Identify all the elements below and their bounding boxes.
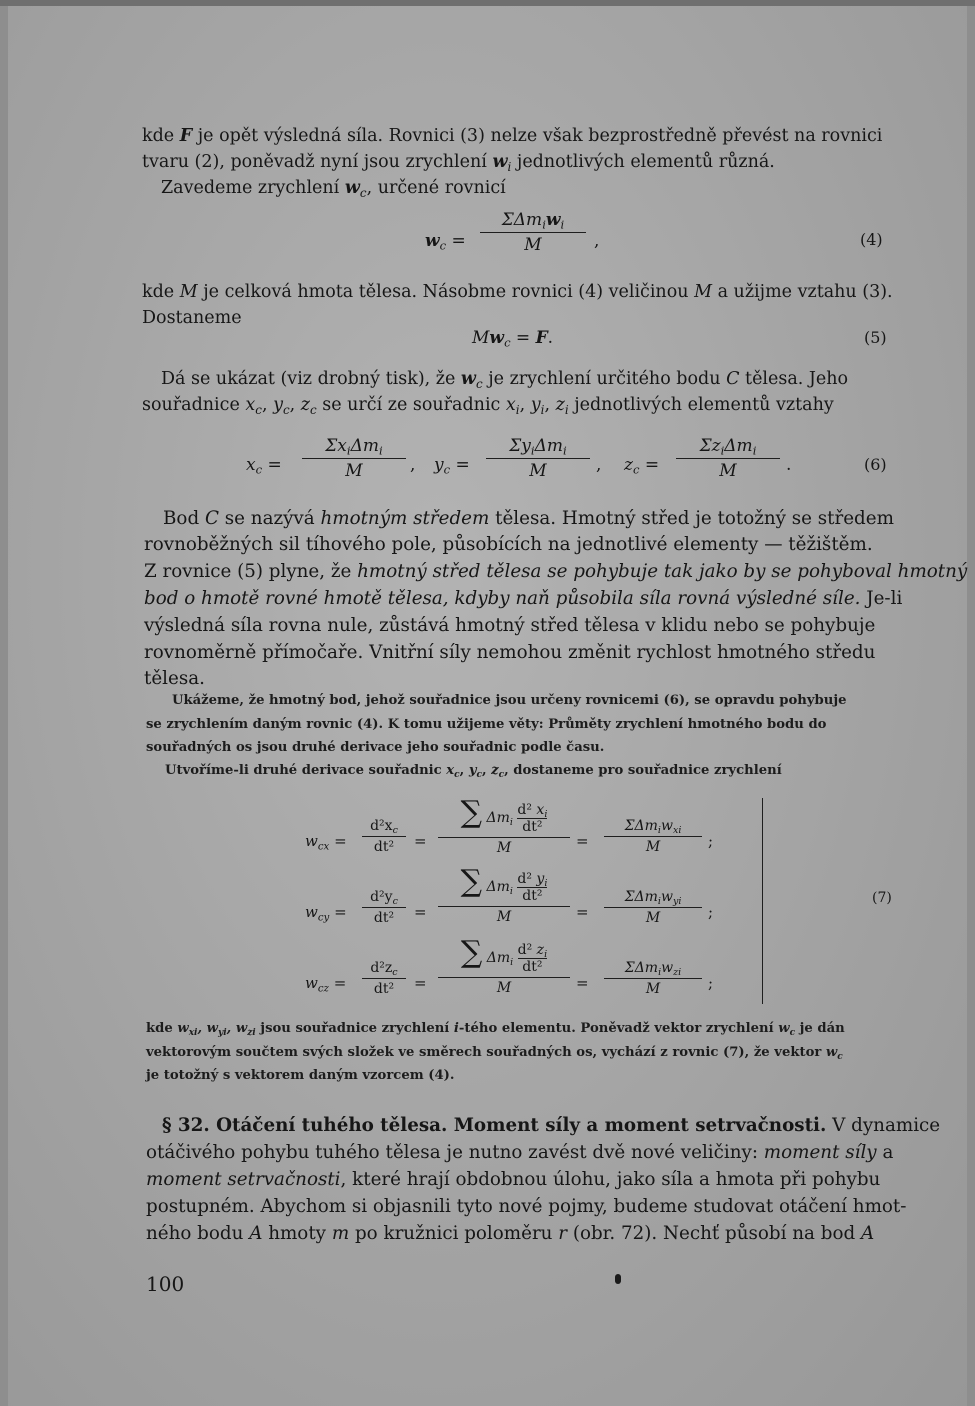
small1-line2: se zrychlením daným rovnic (4). K tomu užijeme věty: Průměty zrychlení hmotného bodu do (146, 717, 827, 732)
section32-line5: ného bodu A hmoty m po kružnici poloměru r (obr. 72). Nechť působí na bod A (146, 1223, 875, 1244)
eq6-z-fraction: $\Sigma z_i\Delta m_i$ M (676, 436, 780, 481)
eq7-row-z-deriv: $d^2z_c$ dt² (362, 960, 406, 997)
para1-line2: tvaru (2), poněvadž nyní jsou zrychlení $w_i$ jednotlivých elementů různá. (142, 152, 775, 174)
eq4-number: (4) (860, 230, 883, 249)
eq6-y-fraction: $\Sigma y_i\Delta m_i$ M (486, 436, 590, 481)
eq6-y-lhs: $y_c$ = (434, 455, 470, 477)
eq5: $Mw_c = F$. (472, 328, 554, 350)
eq7-row-x-eq2: = (414, 832, 427, 850)
para4-line1: Bod C se nazývá hmotným středem tělesa. Hmotný střed je totožný se středem (163, 508, 894, 529)
eq7-row-x-semi: ; (708, 832, 714, 850)
para4-line6: rovnoměrně přímočaře. Vnitřní síly nemohou změnit rychlost hmotného středu (144, 642, 876, 663)
eq7-row-y-sum: ∑ $\Delta m_i$ $\frac{d^2 y_i}{\text{dt²}}$ M (438, 867, 570, 925)
section32-line1: § 32. Otáčení tuhého tělesa. Moment síly a moment setrvačnosti. V dynamice (162, 1115, 941, 1136)
small2-line2: vektorovým součtem svých složek ve směrech souřadných os, vychází z rovnic (7), že vektor $w_c$ (146, 1045, 843, 1062)
eq7-row-y-eq3: = (576, 903, 589, 921)
ink-dot (615, 1274, 621, 1284)
eq6-z-lhs: $z_c$ = (624, 455, 660, 477)
section32-line4: postupném. Abychom si objasnili tyto nové pojmy, budeme studovat otáčení hmot- (146, 1196, 907, 1217)
para1-line1: kde F je opět výsledná síla. Rovnici (3) nelze však bezprostředně převést na rovnici (142, 126, 883, 146)
eq7-bracket (752, 798, 763, 1004)
para4-line2: rovnoběžných sil tíhového pole, působících na jednotlivé elementy — těžištěm. (144, 534, 873, 555)
eq6-comma2: , (596, 455, 602, 475)
eq7-row-x-lhs: $w_{cx}$ = (305, 832, 347, 853)
eq5-number: (5) (864, 328, 887, 347)
eq7-row-x-result: $\Sigma\Delta m_iw_{xi}$ M (604, 818, 702, 855)
eq7-row-y-eq2: = (414, 903, 427, 921)
eq7-row-y-semi: ; (708, 903, 714, 921)
eq7-row-x-eq3: = (576, 832, 589, 850)
section32-line3: moment setrvačnosti, které hrají obdobnou úlohu, jako síla a hmota při pohybu (146, 1169, 881, 1190)
eq7-row-y-deriv: $d^2y_c$ dt² (362, 889, 406, 926)
para4-line4: bod o hmotě rovné hmotě tělesa, kdyby naň působila síla rovná výsledné síle. Je-li (144, 588, 903, 609)
eq6-number: (6) (864, 455, 887, 474)
eq7-row-x-sum: ∑ $\Delta m_i$ $\frac{d^2 x_i}{\text{dt²}}$ M (438, 798, 570, 856)
para2-line2: Dostaneme (142, 308, 242, 328)
eq4-comma: , (594, 231, 600, 251)
small1-line3: souřadných os jsou druhé derivace jeho souřadnic podle času. (146, 740, 605, 755)
eq7-row-z-eq3: = (576, 974, 589, 992)
small1-line4: Utvoříme-li druhé derivace souřadnic $x_c$, $y_c$, $z_c$, dostaneme pro souřadnice zrychlení (165, 763, 782, 780)
eq7-row-z-lhs: $w_{cz}$ = (305, 974, 347, 995)
eq7-number: (7) (872, 890, 892, 906)
section32-line2: otáčivého pohybu tuhého tělesa je nutno zavést dvě nové veličiny: moment síly a (146, 1142, 894, 1163)
eq6-x-lhs: $x_c$ = (246, 455, 282, 477)
para3-line2: souřadnice $x_c$, $y_c$, $z_c$ se určí ze souřadnic $x_i$, $y_i$, $z_i$ jednotlivých elementů vztahy (142, 395, 834, 417)
para3-line1: Dá se ukázat (viz drobný tisk), že $w_c$ je zrychlení určitého bodu C tělesa. Jeho (161, 369, 849, 391)
eq7-row-z-semi: ; (708, 974, 714, 992)
para4-line5: výsledná síla rovna nule, zůstává hmotný střed tělesa v klidu nebo se pohybuje (144, 615, 876, 636)
eq7-row-z-sum: ∑ $\Delta m_i$ $\frac{d^2 z_i}{\text{dt²}}$ M (438, 938, 570, 996)
eq6-dot: . (786, 455, 792, 475)
eq7-row-y-result: $\Sigma\Delta m_iw_{yi}$ M (604, 889, 702, 926)
eq7-row-z-eq2: = (414, 974, 427, 992)
eq7-row-y-lhs: $w_{cy}$ = (305, 903, 347, 924)
page-number: 100 (146, 1272, 185, 1296)
para1-line3: Zavedeme zrychlení $w_c$, určené rovnicí (161, 178, 506, 200)
eq4-fraction: $\Sigma\Delta m_iw_i$ M (480, 210, 586, 255)
eq7-row-x-deriv: $d^2x_c$ dt² (362, 818, 406, 855)
eq6-comma1: , (410, 455, 416, 475)
para4-line7: tělesa. (144, 668, 205, 689)
small1-line1: Ukážeme, že hmotný bod, jehož souřadnice jsou určeny rovnicemi (6), se opravdu pohybuje (172, 693, 847, 708)
eq7-row-z-result: $\Sigma\Delta m_iw_{zi}$ M (604, 960, 702, 997)
small2-line1: kde $w_{xi}$, $w_{yi}$, $w_{zi}$ jsou souřadnice zrychlení i-tého elementu. Poněvadž vektor zrychlení $w_c$ je dán (146, 1021, 845, 1038)
para4-line3: Z rovnice (5) plyne, že hmotný střed tělesa se pohybuje tak jako by se pohyboval hmotný (144, 561, 968, 582)
eq6-x-fraction: $\Sigma x_i\Delta m_i$ M (302, 436, 406, 481)
small2-line3: je totožný s vektorem daným vzorcem (4). (146, 1068, 455, 1083)
para2-line1: kde M je celková hmota tělesa. Násobme rovnici (4) veličinou M a užijme vztahu (3). (142, 282, 893, 302)
eq4-lhs: $w_c$ = (425, 231, 466, 253)
